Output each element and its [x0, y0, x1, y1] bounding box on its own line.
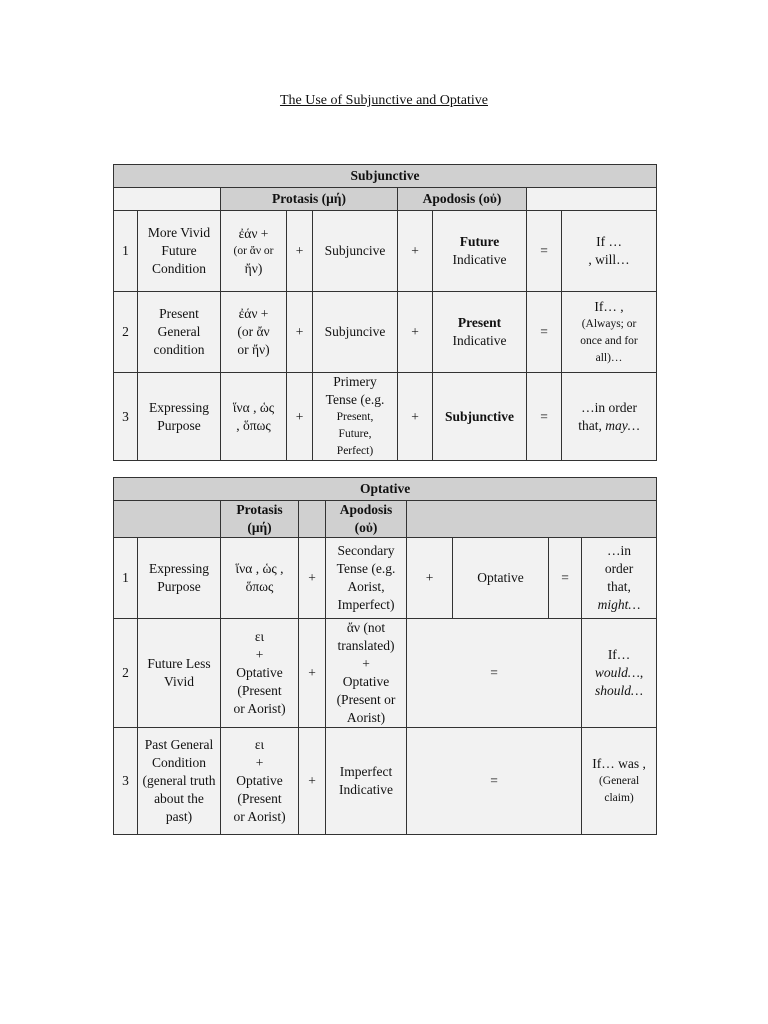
plus-sign: +	[398, 373, 433, 461]
protasis-mood: Subjuncive	[313, 211, 398, 292]
row-number: 1	[114, 538, 138, 619]
header-blank-cell	[527, 188, 657, 211]
condition-name: Expressing Purpose	[138, 538, 221, 619]
translation-line: …in	[607, 543, 632, 558]
translation-modal: may…	[605, 417, 640, 433]
table-row	[114, 728, 657, 835]
particle-line: , ὅπως	[236, 417, 271, 433]
particle-line: or Aorist)	[233, 809, 286, 824]
apodosis-mood: Subjunctive	[433, 373, 527, 461]
mood-line: Future,	[338, 428, 372, 440]
particle-cell	[221, 728, 299, 835]
condition-name: Future Less Vivid	[138, 619, 221, 728]
row-number: 2	[114, 292, 138, 373]
translation-line: order	[604, 561, 634, 576]
equals-sign: =	[407, 728, 582, 835]
particle-line: Optative	[236, 665, 283, 680]
protasis-header-line: Protasis	[236, 502, 283, 517]
translation-line: once and for	[580, 334, 638, 347]
translation-line: that,	[578, 417, 602, 433]
equals-sign: =	[407, 619, 582, 728]
particle-line: (or ἄν	[237, 324, 270, 339]
plus-sign: +	[299, 728, 326, 835]
translation-line: all)…	[595, 351, 623, 364]
equals-sign: =	[527, 292, 562, 373]
protasis-mood: Subjuncive	[313, 292, 398, 373]
mood-line: Perfect)	[336, 445, 374, 457]
translation-cell	[582, 728, 657, 835]
plus-sign: +	[299, 538, 326, 619]
particle-line: ἵνα , ὡς	[232, 399, 275, 415]
plus-sign: +	[287, 292, 313, 373]
mood-line: Aorist,	[347, 579, 385, 594]
mood-line: Tense (e.g.	[336, 561, 396, 576]
plus-sign: +	[299, 619, 326, 728]
translation-line: (Always; or	[581, 317, 637, 330]
protasis-mood	[326, 538, 407, 619]
mood-line: Primery	[333, 374, 377, 389]
condition-name: Present General condition	[138, 292, 221, 373]
protasis-header-line: (μή)	[247, 520, 272, 535]
mood-line: Indicative	[339, 782, 393, 797]
equals-sign: =	[527, 373, 562, 461]
translation-cell	[562, 211, 657, 292]
translation-line: …in order	[581, 399, 637, 415]
apodosis-mood: Indicative	[452, 252, 507, 267]
mood-line: Imperfect	[339, 764, 393, 779]
mood-line: Aorist)	[346, 710, 386, 725]
particle-line: (or ἄν or	[233, 244, 274, 257]
row-number: 2	[114, 619, 138, 728]
translation-line: claim)	[604, 792, 634, 804]
particle-line: ὅπως	[245, 579, 274, 594]
apodosis-tense: Future	[459, 234, 500, 249]
particle-cell	[221, 619, 299, 728]
translation-line: (General	[598, 775, 640, 787]
condition-name: Expressing Purpose	[138, 373, 221, 461]
apodosis-header-line: (οὐ)	[354, 520, 378, 535]
apodosis-mood: Indicative	[452, 333, 507, 348]
plus-sign: +	[398, 292, 433, 373]
optative-table	[113, 477, 657, 835]
translation-line: If… ,	[594, 298, 624, 314]
row-number: 3	[114, 728, 138, 835]
translation-line: that,	[607, 579, 631, 594]
protasis-mood	[313, 373, 398, 461]
particle-line: or ἤν)	[237, 342, 270, 357]
apodosis-cell	[433, 292, 527, 373]
condition-name: More Vivid Future Condition	[138, 211, 221, 292]
apodosis-header	[326, 501, 407, 538]
protasis-header: Protasis (μή)	[221, 188, 398, 211]
protasis-header	[221, 501, 299, 538]
plus-sign: +	[287, 373, 313, 461]
particle-line: ει	[254, 629, 265, 644]
mood-line: Secondary	[337, 543, 395, 558]
translation-line: If…	[607, 647, 631, 662]
plus-sign: +	[287, 211, 313, 292]
row-number: 3	[114, 373, 138, 461]
particle-line: (Present	[237, 791, 282, 806]
plus-sign: +	[398, 211, 433, 292]
particle-cell	[221, 373, 287, 461]
translation-cell	[562, 373, 657, 461]
particle-line: +	[255, 647, 264, 662]
equals-sign: =	[549, 538, 582, 619]
row-number: 1	[114, 211, 138, 292]
translation-line: If …	[596, 234, 622, 249]
plus-sign: +	[407, 538, 453, 619]
mood-line: Present,	[336, 411, 374, 423]
header-blank-cell	[407, 501, 657, 538]
mood-line: translated)	[337, 638, 395, 653]
mood-line: Tense (e.g.	[325, 392, 385, 407]
subjunctive-table	[113, 164, 657, 461]
particle-line: ἐάν +	[238, 306, 269, 321]
particle-cell	[221, 292, 287, 373]
table-row	[114, 292, 657, 373]
translation-line: , will…	[588, 252, 630, 267]
protasis-mood	[326, 728, 407, 835]
translation-cell	[582, 538, 657, 619]
condition-name: Past General Condition (general truth about the past)	[138, 728, 221, 835]
apodosis-header-line: Apodosis	[339, 502, 393, 517]
mood-line: (Present or	[336, 692, 396, 707]
translation-cell	[582, 619, 657, 728]
equals-sign: =	[527, 211, 562, 292]
mood-line: Imperfect)	[337, 597, 395, 612]
particle-line: +	[255, 755, 264, 770]
particle-line: ἐάν +	[238, 225, 269, 241]
particle-line: or Aorist)	[233, 701, 286, 716]
table-row	[114, 619, 657, 728]
translation-cell	[562, 292, 657, 373]
translation-modal: would…	[594, 665, 640, 680]
particle-line: ει	[254, 737, 265, 752]
mood-line: +	[362, 656, 370, 671]
translation-modal: might…	[597, 597, 641, 612]
table-row	[114, 538, 657, 619]
optative-heading: Optative	[114, 478, 657, 501]
protasis-mood	[326, 619, 407, 728]
header-blank-cell	[114, 188, 221, 211]
translation-line: If… was ,	[592, 756, 646, 771]
translation-comma: ,	[639, 665, 644, 680]
apodosis-cell	[433, 211, 527, 292]
apodosis-mood: Optative	[453, 538, 549, 619]
apodosis-header: Apodosis (οὐ)	[398, 188, 527, 211]
particle-line: ἤν)	[244, 260, 263, 276]
header-blank-cell	[114, 501, 221, 538]
particle-line: (Present	[237, 683, 282, 698]
subjunctive-heading: Subjunctive	[114, 165, 657, 188]
table-row	[114, 373, 657, 461]
particle-cell	[221, 538, 299, 619]
particle-line: Optative	[236, 773, 283, 788]
header-blank-cell	[299, 501, 326, 538]
mood-line: ἄν (not	[346, 620, 386, 635]
table-row	[114, 211, 657, 292]
apodosis-tense: Present	[457, 315, 502, 330]
translation-modal: should…	[595, 683, 644, 698]
particle-line: ἵνα , ὡς ,	[235, 561, 284, 576]
mood-line: Optative	[342, 674, 390, 689]
particle-cell	[221, 211, 287, 292]
page-title: The Use of Subjunctive and Optative	[279, 93, 488, 108]
